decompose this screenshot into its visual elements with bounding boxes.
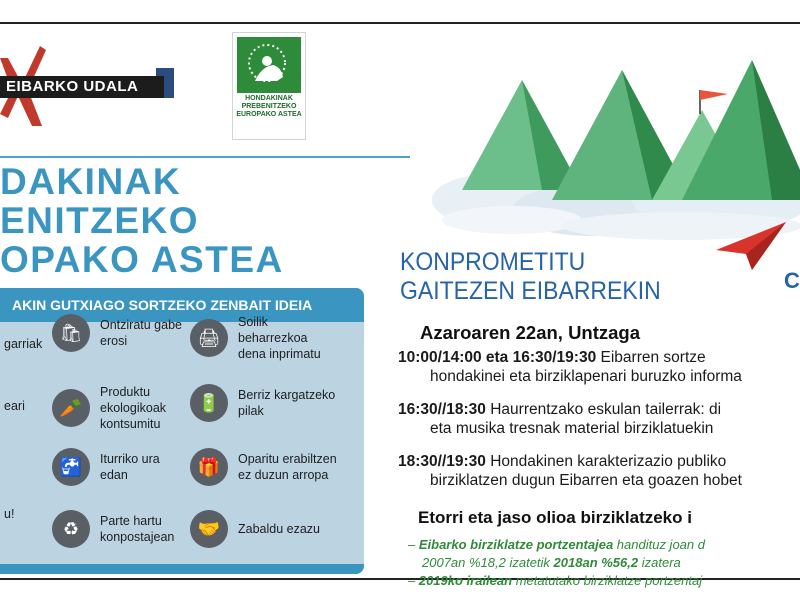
idea-label: Parte hartu konpostajean	[100, 514, 175, 544]
paper-plane-icon	[716, 222, 786, 272]
share-people-icon: 🤝	[190, 510, 228, 548]
schedule-text: Haurrentzako eskulan tailerrak: di	[490, 401, 722, 418]
fact-line: – 2019ko irailean metatutako birziklatze portzentaj	[408, 573, 703, 588]
slogan-line-1: KONPROMETITU	[400, 248, 586, 276]
schedule-item	[398, 348, 742, 386]
call-to-action: Etorri eta jaso olioa birziklatzeko i	[418, 508, 692, 527]
fact-plain: 2007an %18,2 izatetik	[422, 555, 554, 570]
fact-line: – Eibarko birziklatze portzentajea handituz joan d	[408, 537, 705, 552]
idea-item	[190, 510, 348, 548]
tap-icon: 🚰	[52, 448, 90, 486]
printer-icon: 🖨	[190, 319, 228, 357]
schedule-text-cont: hondakinei eta birziklapenari buruzko informa	[430, 368, 742, 385]
idea-item	[190, 314, 338, 362]
schedule-item	[398, 452, 742, 490]
fact-bold: 2018an %56,2	[553, 555, 639, 570]
udala-logo-text: EIBARKO UDALA	[6, 78, 139, 95]
compost-bin-icon: ♻	[52, 510, 90, 548]
page-title	[0, 162, 284, 279]
schedule-time: 10:00/14:00 eta 16:30/19:30	[398, 349, 597, 366]
schedule-item	[398, 400, 721, 438]
idea-left-fragment-3: u!	[4, 507, 15, 521]
battery-icon: 🔋	[190, 384, 228, 422]
idea-item	[190, 448, 348, 486]
title-line-1: DAKINAK	[0, 161, 182, 202]
poster	[0, 22, 800, 588]
fact-lead: Eibarko birziklatze portzentajea	[418, 537, 614, 552]
fact-line	[422, 554, 681, 571]
schedule-time: 18:30//19:30	[398, 453, 486, 470]
ewwr-hand-icon	[237, 37, 301, 93]
event-date: Azaroaren 22an, Untzaga	[420, 322, 641, 343]
idea-item	[190, 384, 338, 422]
ideas-panel-header: AKIN GUTXIAGO SORTZEKO ZENBAIT IDEIA	[0, 288, 364, 322]
ewwr-logo	[232, 32, 306, 140]
fact-plain: izatera	[638, 555, 681, 570]
idea-left-fragment-1: garriak	[4, 337, 43, 351]
fact-lead: 2019ko irailean	[418, 573, 513, 588]
idea-left-fragment-2: eari	[4, 399, 25, 413]
clothes-gift-icon: 🎁	[190, 448, 228, 486]
ewwr-logo-text: HONDAKINAK PREBENITZEKO EUROPAKO ASTEA	[236, 95, 302, 118]
shopping-bag-icon: 🛍	[52, 314, 90, 352]
mountains-illustration	[452, 50, 800, 230]
schedule-text-cont: eta musika tresnak material birziklatuekin	[430, 420, 714, 437]
schedule-text: Eibarren sortze	[600, 349, 706, 366]
idea-item	[52, 448, 160, 486]
title-line-3: OPAKO ASTEA	[0, 239, 284, 280]
idea-item	[52, 314, 190, 352]
slogan-extra-letter: C	[784, 268, 800, 293]
schedule-text: Hondakinen karakterizazio publiko	[490, 453, 727, 470]
idea-label: Produktu ekologikoak kontsumitu	[100, 385, 167, 431]
idea-item	[52, 510, 190, 548]
title-line-2: ENITZEKO	[0, 200, 200, 241]
idea-label: Berriz kargatzeko pilak	[238, 388, 336, 418]
slogan-line-2: GAITEZEN EIBARREKIN	[400, 277, 661, 305]
idea-label: Zabaldu ezazu	[238, 522, 321, 536]
idea-label: Ontziratu gabe erosi	[100, 318, 182, 348]
schedule-text-cont: birziklatzen dugun Eibarren eta goazen hobet	[430, 472, 742, 489]
idea-item	[52, 384, 190, 432]
header-divider	[0, 156, 410, 158]
idea-label: Oparitu erabiltzen ez duzun arropa	[238, 452, 337, 482]
fact-rest: metatutako birziklatze portzentaj	[512, 573, 703, 588]
ideas-panel-footer	[0, 564, 364, 574]
campaign-slogan	[400, 248, 661, 306]
vegetable-crate-icon: 🥕	[52, 389, 90, 427]
schedule-time: 16:30//18:30	[398, 401, 486, 418]
fact-rest: handituz joan d	[613, 537, 705, 552]
idea-label: Soilik beharrezkoa dena inprimatu	[238, 315, 321, 361]
idea-label: Iturriko ura edan	[100, 452, 160, 482]
